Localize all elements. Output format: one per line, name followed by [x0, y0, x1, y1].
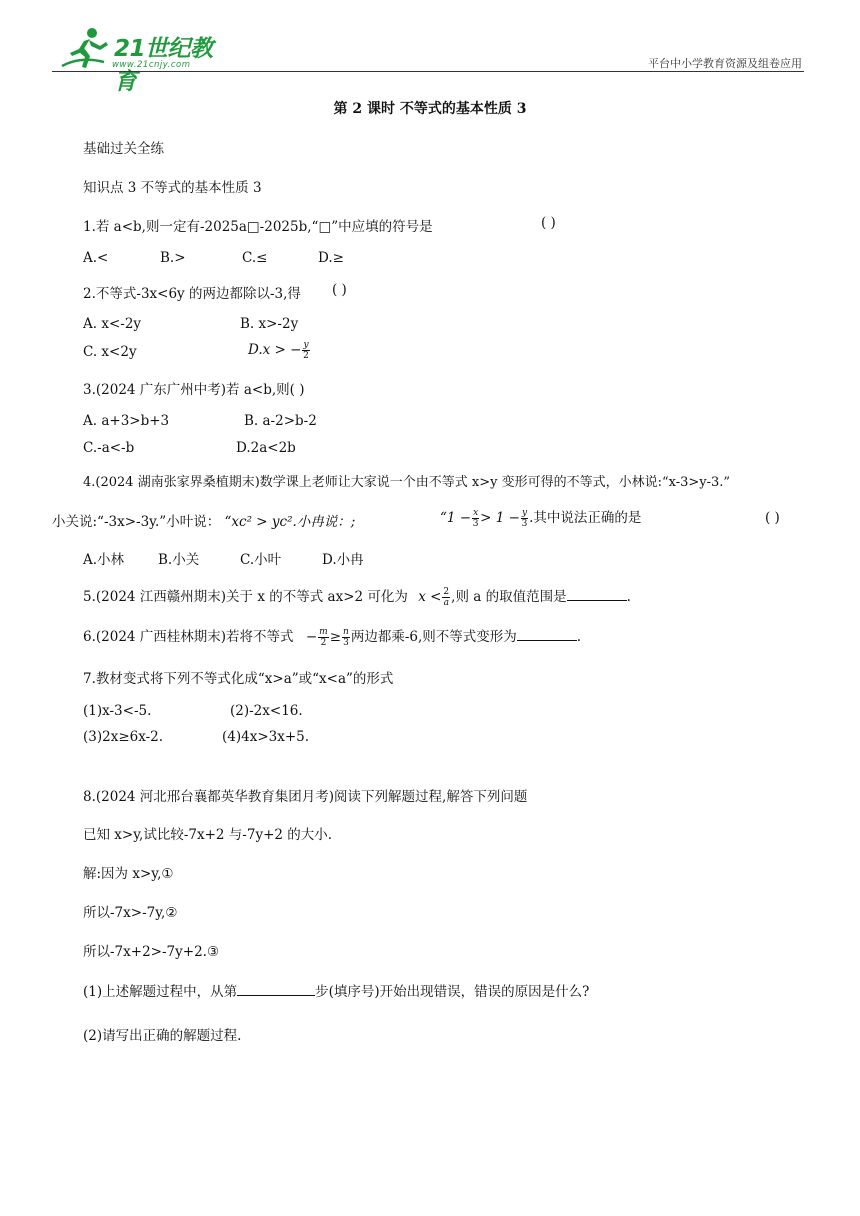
q4-xiaoguan: 小关说:“-3x>-3y.”小叶说： [52, 514, 221, 530]
q2-stem: 2.不等式-3x<6y 的两边都除以-3,得 [83, 286, 301, 302]
q1-answer-paren: ( ) [541, 215, 556, 231]
runner-icon [60, 26, 112, 72]
logo-url: www.21cnjy.com [112, 60, 191, 70]
q2-answer-paren: ( ) [332, 282, 347, 298]
q2-option-d-text: D.x > − [248, 342, 302, 358]
q3-option-b: B. a-2>b-2 [244, 413, 317, 429]
q5: 5.(2024 江西赣州期末)关于 x 的不等式 ax>2 可化为 x < $\frac{2}{a}$ ,则 a 的取值范围是 . [83, 587, 631, 608]
knowledge-point: 知识点 3 不等式的基本性质 3 [83, 180, 262, 196]
q7-item-3: (3)2x≥6x-2. [83, 729, 164, 745]
q4-option-c: C.小叶 [240, 552, 282, 568]
q7-stem: 7.教材变式将下列不等式化成“x>a”或“x<a”的形式 [83, 671, 394, 687]
q2-option-d-fraction: $\frac{y}{2}$ [303, 340, 309, 361]
logo-title: 21世纪教育 [114, 36, 213, 95]
q5-answer-blank[interactable] [567, 587, 627, 601]
q4-option-b: B.小关 [158, 552, 200, 568]
header-divider [52, 71, 804, 72]
q6: 6.(2024 广西桂林期末)若将不等式 − $\frac{m}{2}$ ≥ $\frac{n}{3}$ 两边都乘-6,则不等式变形为 . [83, 627, 582, 648]
q3-option-d: D.2a<2b [236, 440, 296, 456]
q8-step-1: 解:因为 x>y,① [83, 866, 174, 882]
q4-xiaoran-expr: “1 − $\frac{x}{3}$ > 1 − $\frac{y}{3}$ .其中说法正确的是 [440, 508, 642, 529]
q2-option-c: C. x<2y [83, 344, 137, 360]
q8-stem: 8.(2024 河北邢台襄都英华教育集团月考)阅读下列解题过程,解答下列问题 [83, 789, 528, 805]
page-title: 第 2 课时 不等式的基本性质 3 [333, 101, 527, 117]
q2-option-d [248, 340, 311, 361]
q1-stem: 1.若 a<b,则一定有-2025a□-2025b,“□”中应填的符号是 [83, 219, 433, 235]
section-heading: 基础过关全练 [83, 141, 164, 157]
q7-item-1: (1)x-3<-5. [83, 703, 152, 719]
q1-option-d: D.≥ [318, 250, 344, 266]
q7-item-4: (4)4x>3x+5. [222, 729, 310, 745]
q4-line1: 4.(2024 湖南张家界桑植期末)数学课上老师让大家说一个由不等式 x>y 变形可得的不等式，小林说:“x-3>y-3.” [83, 475, 731, 490]
q8-sub-1: (1)上述解题过程中，从第 步(填序号)开始出现错误，错误的原因是什么? [83, 984, 590, 1000]
q8-answer-blank[interactable] [237, 982, 315, 996]
q4-answer-paren: ( ) [765, 510, 780, 526]
q2-option-b: B. x>-2y [240, 316, 299, 332]
q4-line2 [52, 510, 355, 530]
q8-step-2: 所以-7x>-7y,② [83, 905, 178, 921]
q3-stem: 3.(2024 广东广州中考)若 a<b,则( ) [83, 382, 305, 398]
q8-given: 已知 x>y,试比较-7x+2 与-7y+2 的大小. [83, 827, 333, 843]
q2-option-a: A. x<-2y [83, 316, 142, 332]
header-tagline: 平台中小学教育资源及组卷应用 [648, 57, 802, 70]
q7-item-2: (2)-2x<16. [230, 703, 303, 719]
q4-option-a: A.小林 [83, 552, 125, 568]
q8-step-3: 所以-7x+2>-7y+2.③ [83, 944, 220, 960]
q4-xiaoye: “xc² > yc².小冉说：; [224, 514, 356, 530]
q4-option-d: D.小冉 [322, 552, 364, 568]
q3-option-c: C.-a<-b [83, 440, 135, 456]
q1-option-c: C.≤ [242, 250, 268, 266]
q8-sub-2: (2)请写出正确的解题过程. [83, 1028, 242, 1044]
logo [60, 26, 230, 95]
q1-option-b: B.> [160, 250, 186, 266]
q1-option-a: A.< [83, 250, 109, 266]
q3-option-a: A. a+3>b+3 [83, 413, 170, 429]
q6-answer-blank[interactable] [517, 627, 577, 641]
